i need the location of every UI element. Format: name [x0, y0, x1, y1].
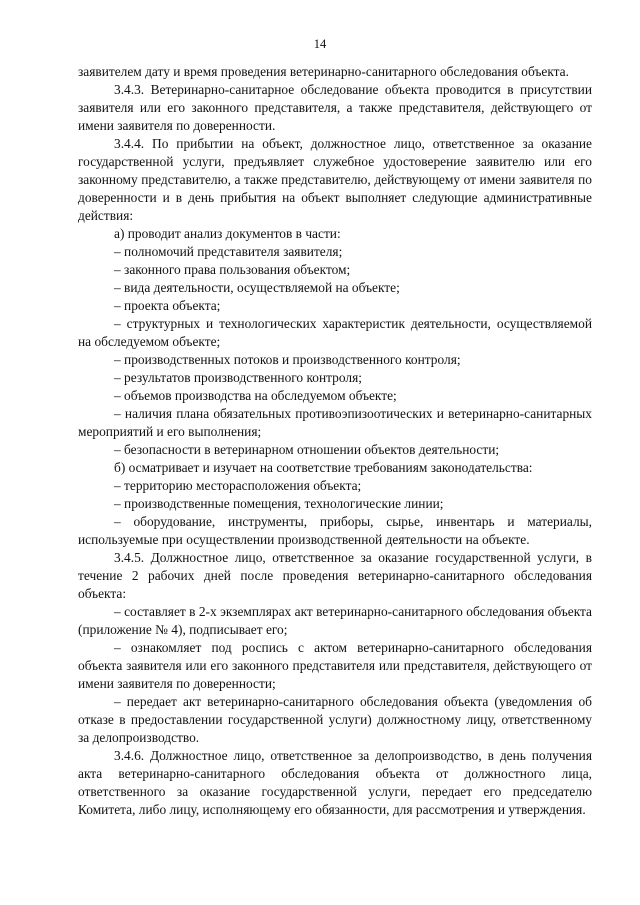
list-item: – территорию месторасположения объекта; [114, 478, 362, 493]
paragraph-continuation: заявителем дату и время проведения ветеринарно-санитарного обследования объекта. [78, 64, 569, 79]
list-item: – законного права пользования объектом; [114, 262, 351, 277]
paragraph-3-4-5: 3.4.5. Должностное лицо, ответственное за оказание государственной услуги, в течение 2 рабочих дней после проведения ветеринарно-санитарного обследования объекта: [78, 550, 592, 601]
list-item: – структурных и технологических характеристик деятельности, осуществляемой на обследуемом объекте; [78, 316, 592, 349]
list-heading-b: б) осматривает и изучает на соответствие требованиям законодательства: [114, 460, 533, 475]
list-item: – полномочий представителя заявителя; [114, 244, 343, 259]
list-item: – безопасности в ветеринарном отношении объектов деятельности; [114, 442, 500, 457]
list-item: – вида деятельности, осуществляемой на объекте; [114, 280, 400, 295]
paragraph-3-4-3: 3.4.3. Ветеринарно-санитарное обследование объекта проводится в присутствии заявителя или его законного представителя, а также представителя, действующего от имени заявителя по доверенности. [78, 82, 592, 133]
list-heading-a: а) проводит анализ документов в части: [114, 226, 341, 241]
list-item: – ознакомляет под роспись с актом ветеринарно-санитарного обследования объекта заявителя или его законного представителя или представителя, действующего от имени заявителя по доверенности; [78, 640, 592, 691]
document-body [78, 63, 592, 819]
list-item: – объемов производства на обследуемом объекте; [114, 388, 397, 403]
list-item: – производственных потоков и производственного контроля; [114, 352, 461, 367]
list-item: – передает акт ветеринарно-санитарного обследования объекта (уведомления об отказе в предоставлении государственной услуги) должностному лицу, ответственному за делопроизводство. [78, 694, 592, 745]
list-item: – оборудование, инструменты, приборы, сырье, инвентарь и материалы, используемые при осуществлении производственной деятельности на объекте. [78, 514, 592, 547]
list-item: – производственные помещения, технологические линии; [114, 496, 444, 511]
list-item: – составляет в 2-х экземплярах акт ветеринарно-санитарного обследования объекта (приложение № 4), подписывает его; [78, 604, 592, 637]
page-number: 14 [313, 37, 327, 51]
list-item: – наличия плана обязательных противоэпизоотических и ветеринарно-санитарных мероприятий и его выполнения; [78, 406, 592, 439]
paragraph-3-4-6: 3.4.6. Должностное лицо, ответственное за делопроизводство, в день получения акта ветеринарно-санитарного обследования объекта от должностного лица, ответственного за оказание государственной услуги, передает его председателю Комитета, либо лицу, исполняющему его обязанности, для рассмотрения и утверждения. [78, 748, 592, 817]
list-item: – результатов производственного контроля; [114, 370, 362, 385]
list-item: – проекта объекта; [114, 298, 221, 313]
paragraph-3-4-4: 3.4.4. По прибытии на объект, должностное лицо, ответственное за оказание государственной услуги, предъявляет служебное удостоверение заявителю или его законному представителю, а также представителю, действующему от имени заявителя по доверенности и в день прибытия на объект выполняет следующие административные действия: [78, 136, 592, 223]
